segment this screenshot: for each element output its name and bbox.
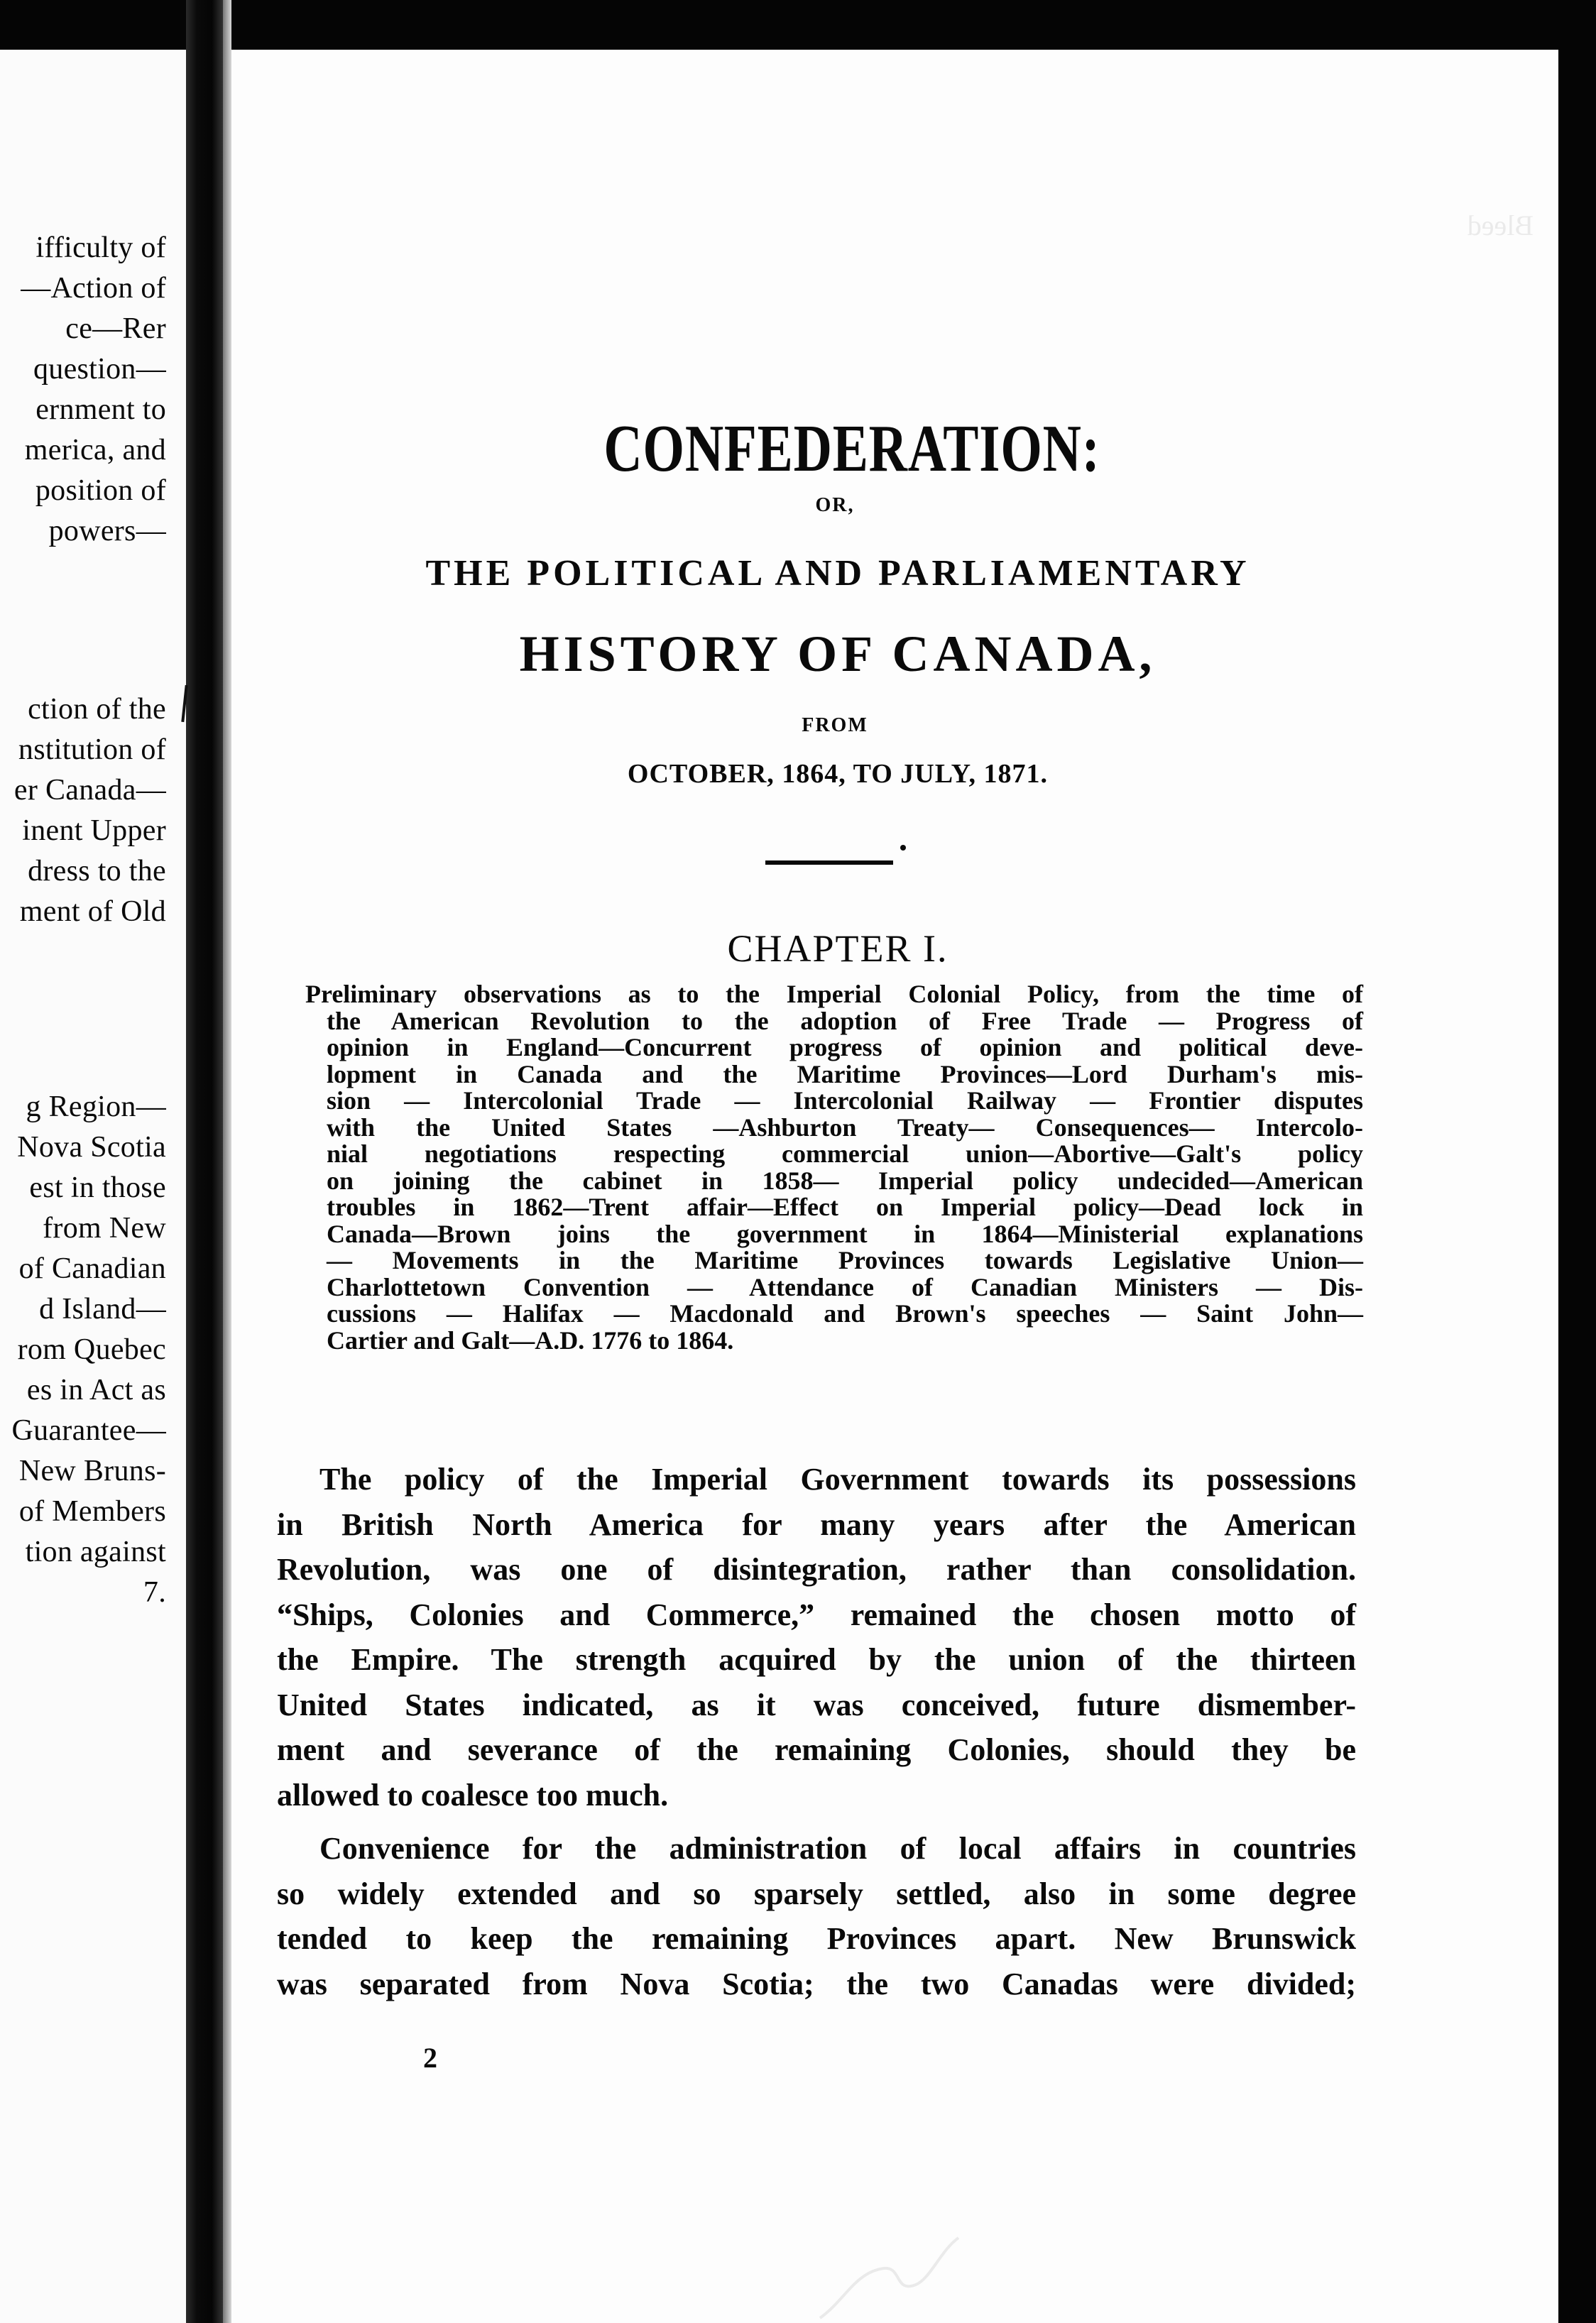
body-line: the Empire. The strength acquired by the union of the thirteen [277,1642,1356,1677]
left-page-fragment [0,50,186,2323]
synopsis-line: the American Revolution to the adoption of Free Trade — Progress of [327,1006,1363,1035]
from-label: FROM [802,714,868,736]
title-conjunction: OR, [815,494,855,516]
left-page-line: dress to the [28,855,166,887]
left-page-line: of Canadian [18,1252,166,1285]
title-dot [900,845,906,851]
body-line: allowed to coalesce too much. [277,1777,669,1813]
body-line: United States indicated, as it was conceived, future dismember- [277,1687,1356,1722]
left-page-line: es in Act as [26,1374,166,1406]
left-page-line: ifficulty of [35,231,166,264]
scan-border-right [1558,0,1596,2323]
left-page-line: nstitution of [18,733,166,766]
synopsis-line: on joining the cabinet in 1858— Imperial policy undecided—American [327,1166,1363,1195]
left-page-line: d Island— [39,1293,166,1326]
date-range: OCTOBER, 1864, TO JULY, 1871. [627,759,1049,789]
synopsis-line: Preliminary observations as to the Imperial Colonial Policy, from the time of [305,980,1363,1008]
left-page-line: est in those [29,1171,166,1204]
left-page-line: —Action of [21,272,166,305]
synopsis-line: Charlottetown Convention — Attendance of Canadian Ministers — Dis- [327,1272,1363,1301]
synopsis-line: — Movements in the Maritime Provinces towards Legislative Union— [327,1246,1363,1274]
synopsis-line: nial negotiations respecting commercial union—Abortive—Galt's policy [327,1139,1363,1168]
body-line: The policy of the Imperial Government towards its possessions [319,1462,1356,1497]
synopsis-line: troubles in 1862—Trent affair—Effect on Imperial policy—Dead lock in [327,1193,1363,1221]
subtitle-history: HISTORY OF CANADA, [519,625,1157,682]
body-line: “Ships, Colonies and Commerce,” remained the chosen motto of [277,1597,1356,1632]
paragraph-gap [277,1818,1356,1826]
body-line: Convenience for the administration of local affairs in countries [319,1831,1356,1866]
left-page-line: tion against [25,1536,166,1568]
left-page-line: from New [43,1212,166,1245]
left-page-line: ce—Rer [65,312,166,345]
left-page-line: merica, and [24,434,166,466]
left-page-line: New Bruns- [18,1455,166,1487]
left-page-line: ction of the [28,693,166,726]
synopsis-line: Cartier and Galt—A.D. 1776 to 1864. [327,1326,734,1355]
left-page-line: g Region— [26,1091,166,1123]
left-page-line: ment of Old [19,895,166,928]
left-page-line: Guarantee— [11,1414,166,1447]
pen-scrawl [816,2229,1001,2322]
synopsis-line: opinion in England—Concurrent progress of opinion and political deve- [327,1033,1363,1061]
page-number: 2 [423,2042,437,2074]
chapter-heading: CHAPTER I. [727,927,949,970]
left-page-line: of Members [18,1495,166,1528]
scan-border-top [0,0,1596,50]
left-page-line: powers— [48,515,166,547]
body-line: tended to keep the remaining Provinces apart. New Brunswick [277,1921,1356,1956]
synopsis-line: Canada—Brown joins the government in 1864—Ministerial explanations [327,1219,1363,1248]
synopsis-line: with the United States —Ashburton Treaty— Consequences— Intercolo- [327,1113,1363,1142]
synopsis-line: lopment in Canada and the Maritime Provinces—Lord Durham's mis- [327,1059,1363,1088]
left-page-line: er Canada— [13,774,166,807]
left-page-line: 7. [143,1576,166,1609]
subtitle-political: THE POLITICAL AND PARLIAMENTARY [425,553,1250,594]
page-edge [223,0,231,2323]
chapter-synopsis [305,980,1363,1355]
title-rule [765,860,893,865]
synopsis-line: cussions — Halifax — Macdonald and Brown's speeches — Saint John— [327,1299,1363,1328]
left-page-line: question— [33,353,166,386]
book-gutter [186,0,223,2323]
body-line: Revolution, was one of disintegration, rather than consolidation. [277,1552,1356,1587]
body-line: so widely extended and so sparsely settled, also in some degree [277,1876,1356,1911]
left-page-line: Nova Scotia [17,1131,166,1164]
body-line: ment and severance of the remaining Colonies, should they be [277,1732,1356,1767]
left-page-line: ernment to [35,393,166,426]
body-line: in British North America for many years after the American [277,1507,1356,1542]
synopsis-line: sion — Intercolonial Trade — Intercolonial Railway — Frontier disputes [327,1086,1363,1115]
body-line: was separated from Nova Scotia; the two Canadas were divided; [277,1966,1356,2001]
left-page-line: position of [35,474,166,507]
left-page-line: rom Quebec [17,1333,166,1366]
page-title: CONFEDERATION: [603,411,1100,486]
body-text [277,1457,1356,2006]
left-page-line: inent Upper [22,814,166,847]
